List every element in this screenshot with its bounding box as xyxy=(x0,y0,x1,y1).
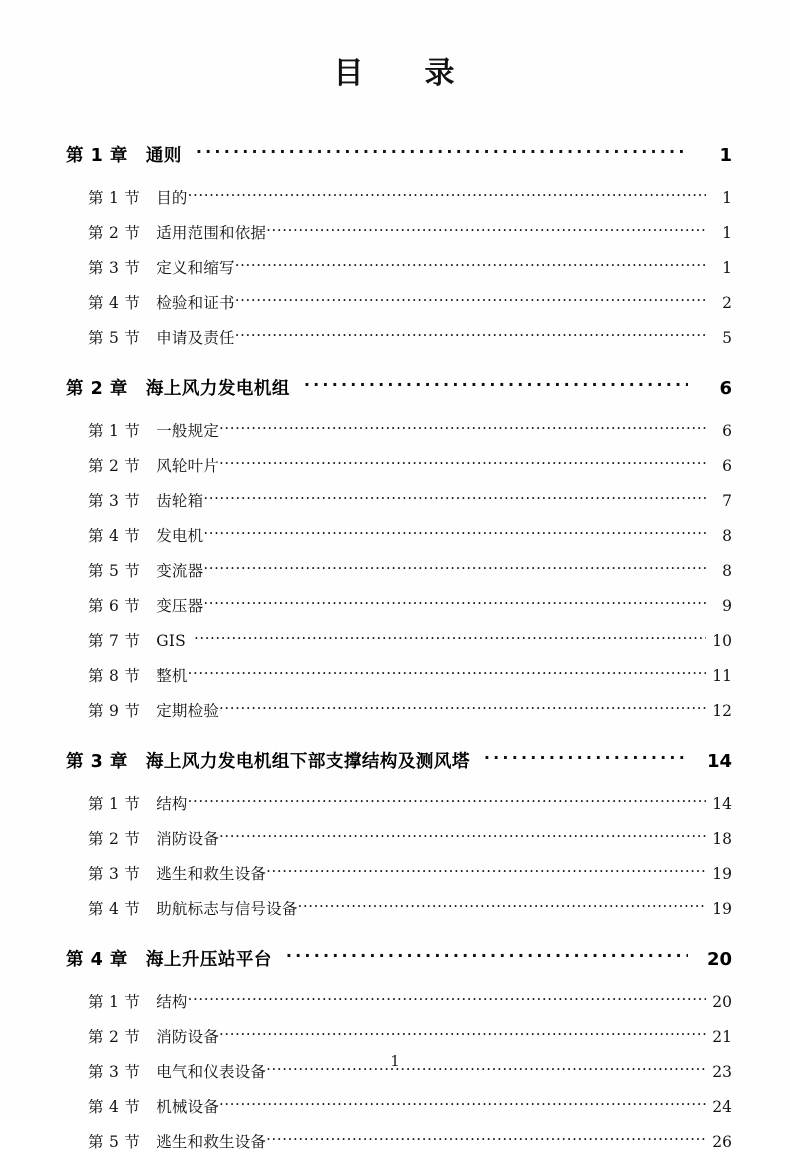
section-title: 消防设备 xyxy=(156,830,220,848)
section-title: 发电机 xyxy=(156,527,204,545)
dot-leader xyxy=(235,326,706,344)
chapter-page-number: 14 xyxy=(706,751,732,772)
dot-leader xyxy=(235,256,706,274)
section-number: 第 2 节 xyxy=(88,457,141,475)
section-page-number: 8 xyxy=(722,562,732,580)
section-page-number: 21 xyxy=(712,1028,732,1046)
toc-section-entry[interactable] xyxy=(66,629,732,664)
section-number: 第 3 节 xyxy=(88,865,141,883)
toc-section-entry[interactable] xyxy=(66,792,732,827)
toc-section-entry[interactable] xyxy=(66,1130,732,1165)
dot-leader xyxy=(304,375,688,394)
page-footer-number: 1 xyxy=(390,1052,400,1070)
section-title: 适用范围和依据 xyxy=(156,224,267,242)
section-page-number: 19 xyxy=(712,865,732,883)
toc-section-entry[interactable] xyxy=(66,524,732,559)
section-number: 第 1 节 xyxy=(88,189,141,207)
section-title: 定期检验 xyxy=(156,702,220,720)
section-number: 第 3 节 xyxy=(88,259,141,277)
chapter-title: 海上风力发电机组 xyxy=(145,379,290,399)
section-number: 第 1 节 xyxy=(88,993,141,1011)
toc-chapter-entry[interactable] xyxy=(66,748,732,782)
page-title-char-1: 目 xyxy=(333,56,366,91)
toc-section-entry[interactable] xyxy=(66,186,732,221)
dot-leader xyxy=(219,419,706,437)
section-page-number: 10 xyxy=(712,632,732,650)
dot-leader xyxy=(194,629,706,647)
section-title: 整机 xyxy=(156,667,188,685)
section-title: 助航标志与信号设备 xyxy=(156,900,298,918)
dot-leader xyxy=(188,664,706,682)
table-of-contents xyxy=(66,128,732,1167)
section-title: 结构 xyxy=(156,795,188,813)
section-page-number: 24 xyxy=(712,1098,732,1116)
dot-leader xyxy=(286,946,688,965)
section-number: 第 2 节 xyxy=(88,224,141,242)
dot-leader xyxy=(203,559,706,577)
section-page-number: 20 xyxy=(712,993,732,1011)
section-page-number: 11 xyxy=(712,667,732,685)
section-number: 第 5 节 xyxy=(88,1133,141,1151)
section-number: 第 1 节 xyxy=(88,795,141,813)
section-page-number: 6 xyxy=(722,457,732,475)
toc-section-entry[interactable] xyxy=(66,827,732,862)
dot-leader xyxy=(188,792,706,810)
dot-leader xyxy=(266,1130,706,1148)
section-number: 第 6 节 xyxy=(88,597,141,615)
toc-section-entry[interactable] xyxy=(66,256,732,291)
dot-leader xyxy=(266,862,706,880)
chapter-number: 第 3 章 xyxy=(66,752,128,772)
section-page-number: 1 xyxy=(722,259,732,277)
section-number: 第 9 节 xyxy=(88,702,141,720)
chapter-title: 海上风力发电机组下部支撑结构及测风塔 xyxy=(145,752,470,772)
section-page-number: 5 xyxy=(722,329,732,347)
section-title: 检验和证书 xyxy=(156,294,235,312)
chapter-number: 第 1 章 xyxy=(66,146,128,166)
section-title: 机械设备 xyxy=(156,1098,220,1116)
section-title: 消防设备 xyxy=(156,1028,220,1046)
section-title: 结构 xyxy=(156,993,188,1011)
page-title-char-2: 录 xyxy=(424,56,457,91)
section-page-number: 18 xyxy=(712,830,732,848)
section-title: 申请及责任 xyxy=(156,329,235,347)
dot-leader xyxy=(188,186,706,204)
toc-section-entry[interactable] xyxy=(66,990,732,1025)
toc-section-entry[interactable] xyxy=(66,489,732,524)
toc-section-entry[interactable] xyxy=(66,594,732,629)
section-title: 逃生和救生设备 xyxy=(156,1133,267,1151)
page-title xyxy=(0,48,790,92)
chapter-number: 第 4 章 xyxy=(66,950,128,970)
section-number: 第 2 节 xyxy=(88,1028,141,1046)
chapter-page-number: 1 xyxy=(719,145,732,166)
dot-leader xyxy=(196,142,688,161)
section-number: 第 3 节 xyxy=(88,1063,141,1081)
chapter-block xyxy=(66,748,732,932)
section-title: 风轮叶片 xyxy=(156,457,220,475)
dot-leader xyxy=(219,454,706,472)
toc-section-entry[interactable] xyxy=(66,454,732,489)
section-page-number: 23 xyxy=(712,1063,732,1081)
dot-leader xyxy=(219,1095,706,1113)
section-title: 齿轮箱 xyxy=(156,492,204,510)
dot-leader xyxy=(203,489,706,507)
toc-section-entry[interactable] xyxy=(66,291,732,326)
section-page-number: 9 xyxy=(722,597,732,615)
section-number: 第 8 节 xyxy=(88,667,141,685)
section-page-number: 2 xyxy=(722,294,732,312)
section-title: 变流器 xyxy=(156,562,204,580)
section-title: 一般规定 xyxy=(156,422,220,440)
section-title: 逃生和救生设备 xyxy=(156,865,267,883)
toc-section-entry[interactable] xyxy=(66,326,732,361)
toc-chapter-entry[interactable] xyxy=(66,142,732,176)
section-page-number: 8 xyxy=(722,527,732,545)
section-title: GIS xyxy=(156,632,186,650)
section-page-number: 12 xyxy=(712,702,732,720)
chapter-block xyxy=(66,142,732,361)
chapter-block xyxy=(66,375,732,734)
dot-leader xyxy=(203,594,706,612)
dot-leader xyxy=(203,524,706,542)
dot-leader xyxy=(188,990,706,1008)
section-page-number: 14 xyxy=(712,795,732,813)
toc-section-entry[interactable] xyxy=(66,699,732,734)
dot-leader xyxy=(219,827,706,845)
dot-leader xyxy=(219,1025,706,1043)
section-number: 第 1 节 xyxy=(88,422,141,440)
section-number: 第 4 节 xyxy=(88,527,141,545)
section-number: 第 7 节 xyxy=(88,632,141,650)
chapter-title: 通则 xyxy=(145,146,182,166)
chapter-title: 海上升压站平台 xyxy=(145,950,272,970)
dot-leader xyxy=(484,748,688,767)
section-number: 第 3 节 xyxy=(88,492,141,510)
section-title: 定义和缩写 xyxy=(156,259,235,277)
dot-leader xyxy=(298,897,706,915)
toc-section-entry[interactable] xyxy=(66,221,732,256)
section-number: 第 4 节 xyxy=(88,900,141,918)
toc-section-entry[interactable] xyxy=(66,897,732,932)
section-page-number: 7 xyxy=(722,492,732,510)
section-number: 第 2 节 xyxy=(88,830,141,848)
section-page-number: 26 xyxy=(712,1133,732,1151)
section-number: 第 5 节 xyxy=(88,329,141,347)
chapter-number: 第 2 章 xyxy=(66,379,128,399)
dot-leader xyxy=(266,221,706,239)
toc-section-entry[interactable] xyxy=(66,559,732,594)
section-number: 第 4 节 xyxy=(88,1098,141,1116)
toc-chapter-entry[interactable] xyxy=(66,375,732,409)
section-title: 变压器 xyxy=(156,597,204,615)
dot-leader xyxy=(235,291,706,309)
toc-chapter-entry[interactable] xyxy=(66,946,732,980)
chapter-page-number: 20 xyxy=(706,949,732,970)
section-number: 第 4 节 xyxy=(88,294,141,312)
toc-section-entry[interactable] xyxy=(66,862,732,897)
chapter-page-number: 6 xyxy=(719,378,732,399)
dot-leader xyxy=(219,699,706,717)
section-number: 第 5 节 xyxy=(88,562,141,580)
section-page-number: 19 xyxy=(712,900,732,918)
toc-section-entry[interactable] xyxy=(66,419,732,454)
toc-section-entry[interactable] xyxy=(66,664,732,699)
section-title: 目的 xyxy=(156,189,188,207)
section-page-number: 6 xyxy=(722,422,732,440)
section-title: 电气和仪表设备 xyxy=(156,1063,267,1081)
section-page-number: 1 xyxy=(722,189,732,207)
toc-section-entry[interactable] xyxy=(66,1095,732,1130)
section-page-number: 1 xyxy=(722,224,732,242)
